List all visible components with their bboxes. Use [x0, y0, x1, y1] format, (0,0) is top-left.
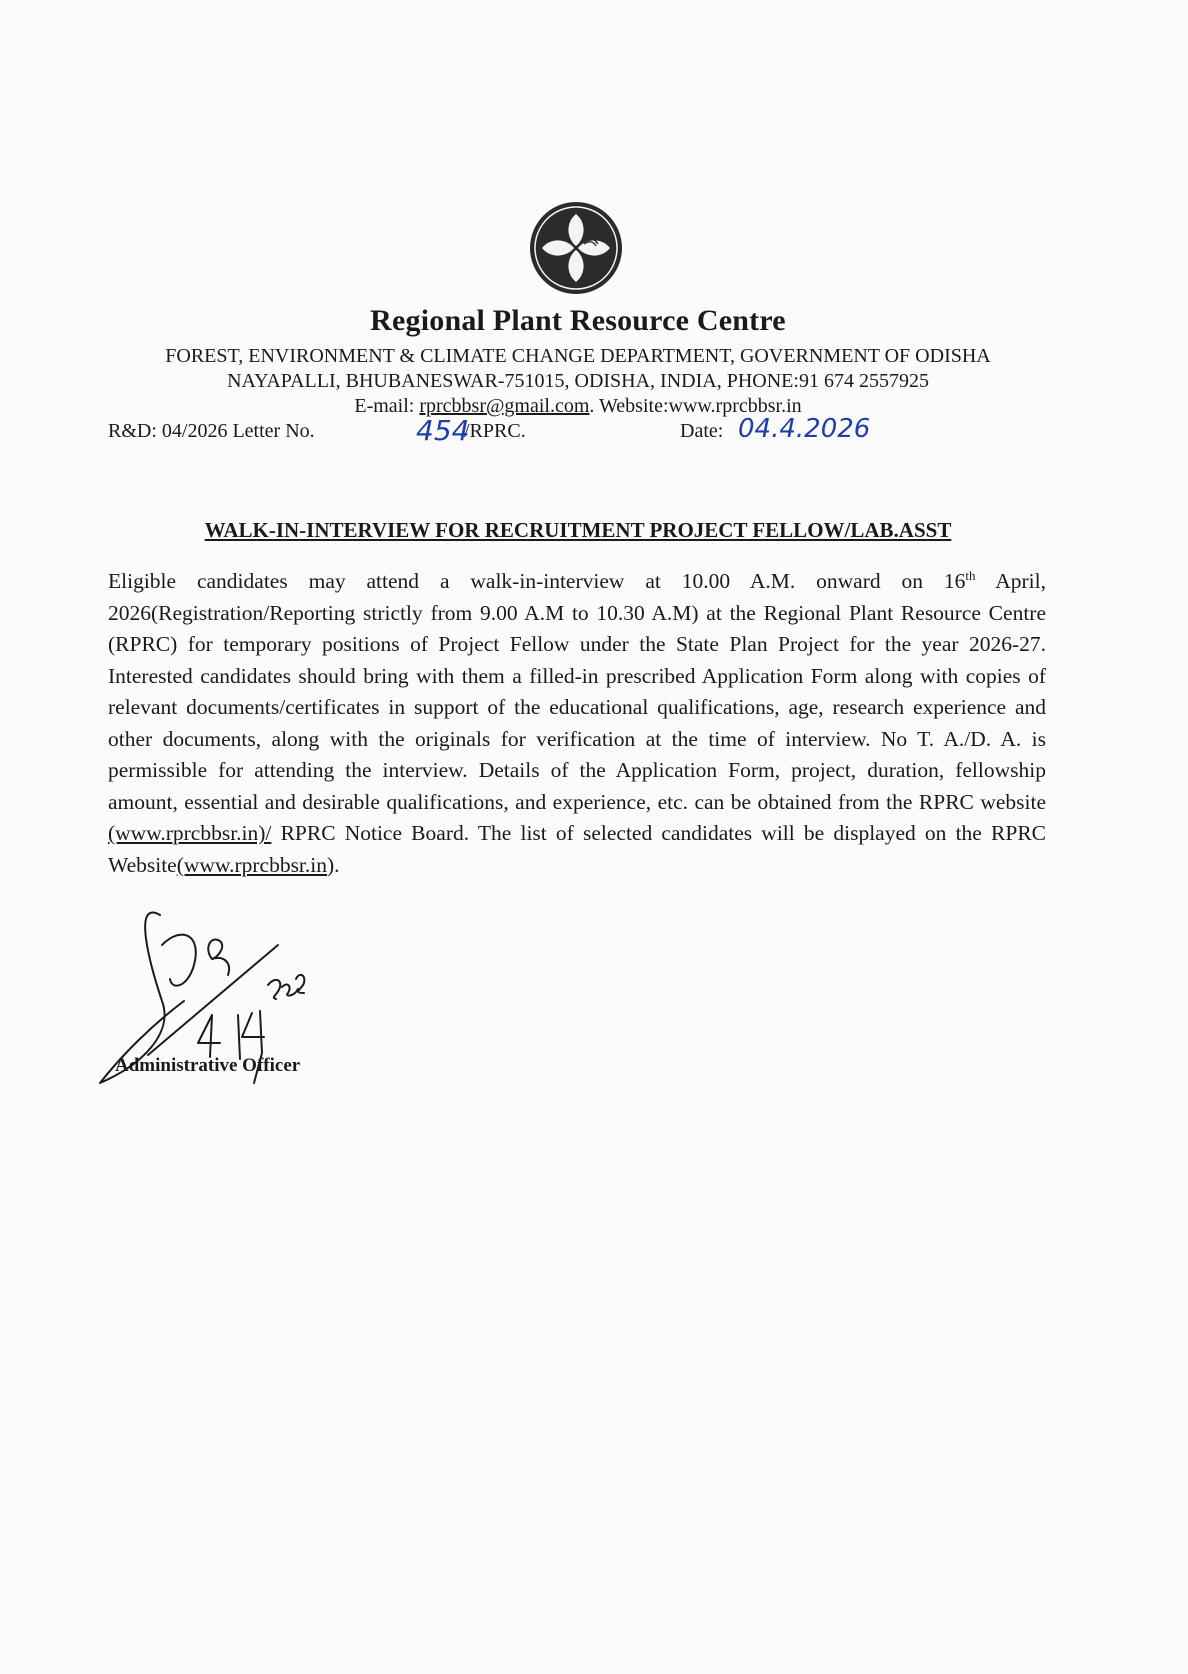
- letter-number: 454: [416, 414, 470, 447]
- organization-name: Regional Plant Resource Centre: [370, 304, 786, 337]
- body-text-2: April, 2026(Registration/Reporting strictly from 9.00 A.M to 10.30 A.M) at the Regional Plant Resource Centre (RPRC) for temporary positions of Project Fellow under the State Plan Project for the year 2026-27. Interested candidates should bring with them a filled-in prescribed Application Form along with copies of relevant documents/certificates in support of the educational qualifications, age, research experience and other documents, along with the originals for verification at the time of interview. No T. A./D. A. is permissible for attending the interview. Details of the Application Form, project, duration, fellowship amount, essential and desirable qualifications, and experience, etc. can be obtained from the RPRC website: [108, 569, 1047, 814]
- signatory-designation: Administrative Officer: [115, 1055, 301, 1076]
- date-label: Date:: [680, 420, 724, 442]
- body-text-end: ).: [327, 852, 340, 877]
- address-line: NAYAPALLI, BHUBANESWAR-751015, ODISHA, INDIA, PHONE:91 674 2557925: [227, 370, 929, 392]
- body-text-3: RPRC Notice Board. The list of selected candidates will be displayed on the RPRC Website: [108, 821, 1046, 877]
- email-label: E-mail:: [354, 395, 420, 417]
- email-link[interactable]: rprcbbsr@gmail.com: [419, 395, 590, 417]
- website-link-2[interactable]: (www.rprcbbsr.in: [176, 852, 328, 877]
- reference-row: [108, 414, 1058, 454]
- contact-line: [0, 394, 1156, 418]
- website-link[interactable]: (www.rprcbbsr.in)/: [108, 821, 272, 845]
- department-line: FOREST, ENVIRONMENT & CLIMATE CHANGE DEPARTMENT, GOVERNMENT OF ODISHA: [165, 345, 991, 367]
- reference-prefix: R&D: 04/2026 Letter No.: [108, 420, 315, 442]
- ordinal-suffix: th: [965, 567, 976, 583]
- notice-body: [108, 566, 1046, 881]
- website-text: . Website:www.rprcbbsr.in: [589, 395, 802, 417]
- reference-suffix: /RPRC.: [464, 420, 526, 442]
- notice-title: WALK-IN-INTERVIEW FOR RECRUITMENT PROJECT FELLOW/LAB.ASST: [204, 518, 952, 542]
- body-text-1: Eligible candidates may attend a walk-in-interview at 10.00 A.M. onward on 16: [108, 569, 966, 593]
- letter-date: 04.4.2026: [738, 414, 871, 444]
- rprc-flower-logo-icon: [528, 200, 624, 296]
